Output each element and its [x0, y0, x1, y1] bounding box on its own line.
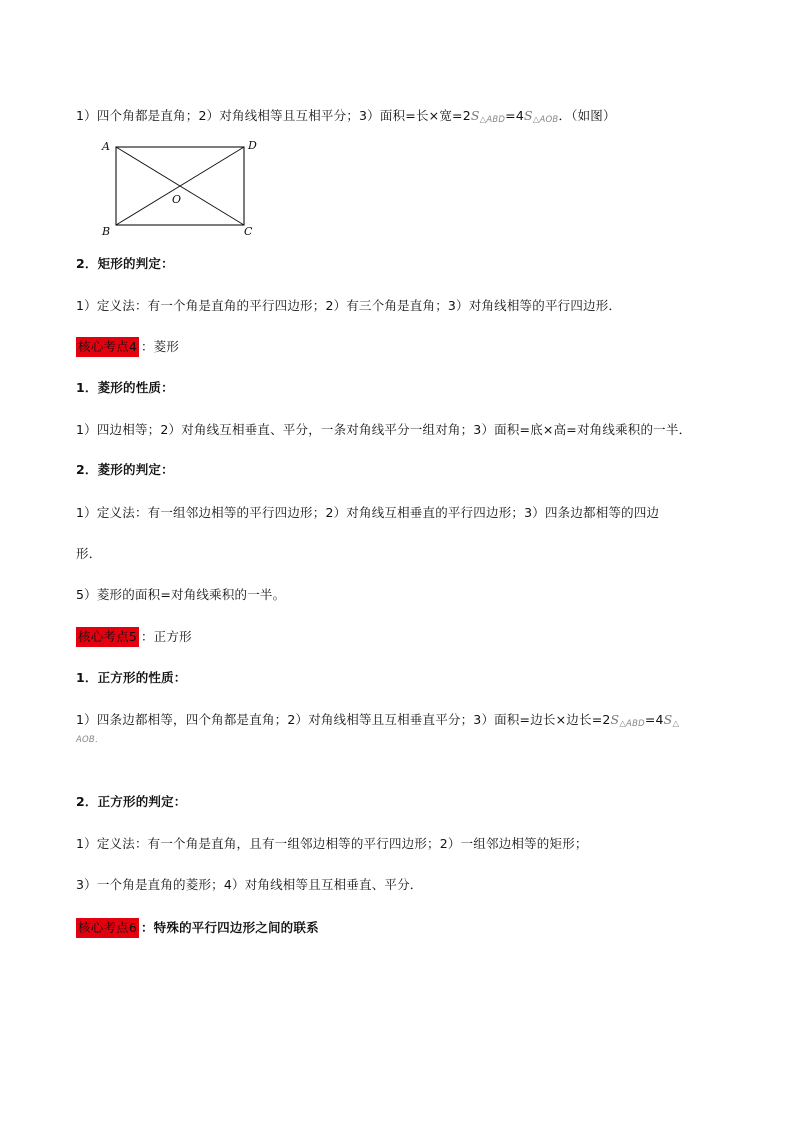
rect-properties-line — [76, 108, 616, 128]
square-judge-heading: 2．正方形的判定： — [76, 794, 187, 809]
square-props-text-1: 1）四条边都相等，四个角都是直角；2）对角线相等且互相垂直平分；3）面积=边长×边长$=2S_{\triangle ABD}=4S_\triangle$ — [76, 712, 680, 729]
area-subscript: △ABD — [479, 115, 506, 125]
rhombus-props-text: 1）四边相等；2）对角线互相垂直、平分，一条对角线平分一组对角；3）面积=底×高=对角线乘积的一半． — [76, 422, 692, 437]
vertex-label-b: B — [102, 225, 111, 238]
area-subscript: △ABD — [619, 719, 645, 729]
item-number: 1） — [76, 108, 97, 123]
square-props-heading: 1．正方形的性质： — [76, 670, 187, 685]
rhombus-judge-heading: 2．菱形的判定： — [76, 462, 174, 477]
rect-area-formula: 面积=长×宽=2 — [379, 108, 471, 123]
rectangle-figure — [96, 136, 266, 242]
rect-judge-heading: 2．矩形的判定： — [76, 256, 174, 271]
core-point-4-heading — [76, 337, 179, 357]
formula-eq: =4 — [644, 712, 664, 727]
vertex-label-c: C — [244, 225, 253, 238]
rect-prop-2: 对角线相等且互相平分； — [219, 108, 360, 123]
item-number: 2） — [198, 108, 220, 123]
core-point-badge: 核心考点5 — [76, 627, 139, 647]
square-judge-text-2: 3）一个角是直角的菱形；4）对角线相等且互相垂直、平分． — [76, 877, 423, 892]
vertex-label-d: D — [248, 139, 257, 152]
area-subscript: △ — [672, 719, 680, 729]
core-point-badge: 核心考点6 — [76, 918, 139, 938]
rect-judge-text: 1）定义法：有一个角是直角的平行四边形；2）有三个角是直角；3）对角线相等的平行四边形． — [76, 298, 622, 313]
core-point-title: ：菱形 — [140, 339, 180, 354]
core-point-title: ：正方形 — [140, 629, 192, 644]
square-props-text-2: AOB． — [76, 735, 104, 745]
area-subscript: △AOB — [532, 115, 559, 125]
area-symbol: S — [610, 712, 620, 727]
area-symbol: S — [524, 108, 533, 123]
vertex-label-a: A — [102, 140, 110, 153]
core-point-badge: 核心考点4 — [76, 337, 139, 357]
square-judge-text-1: 1）定义法：有一个角是直角，且有一组邻边相等的平行四边形；2）一组邻边相等的矩形； — [76, 836, 588, 851]
core-point-6-heading — [76, 918, 319, 938]
see-figure-note: ．（如图） — [558, 108, 616, 123]
item-number: 3） — [359, 108, 380, 123]
area-symbol: S — [470, 108, 480, 123]
rhombus-judge-text-2: 形． — [76, 546, 102, 561]
rhombus-area-text: 5）菱形的面积=对角线乘积的一半。 — [76, 587, 286, 602]
rhombus-judge-text-1: 1）定义法：有一组邻边相等的平行四边形；2）对角线互相垂直的平行四边形；3）四条边都相等的四边 — [76, 505, 660, 520]
rhombus-props-heading: 1．菱形的性质： — [76, 380, 174, 395]
area-symbol: S — [663, 712, 673, 727]
center-label-o: O — [172, 193, 182, 206]
formula-eq: =4 — [505, 108, 524, 123]
core-point-title: ：特殊的平行四边形之间的联系 — [140, 920, 319, 935]
core-point-5-heading — [76, 627, 192, 647]
rect-prop-1: 四个角都是直角； — [96, 108, 199, 123]
